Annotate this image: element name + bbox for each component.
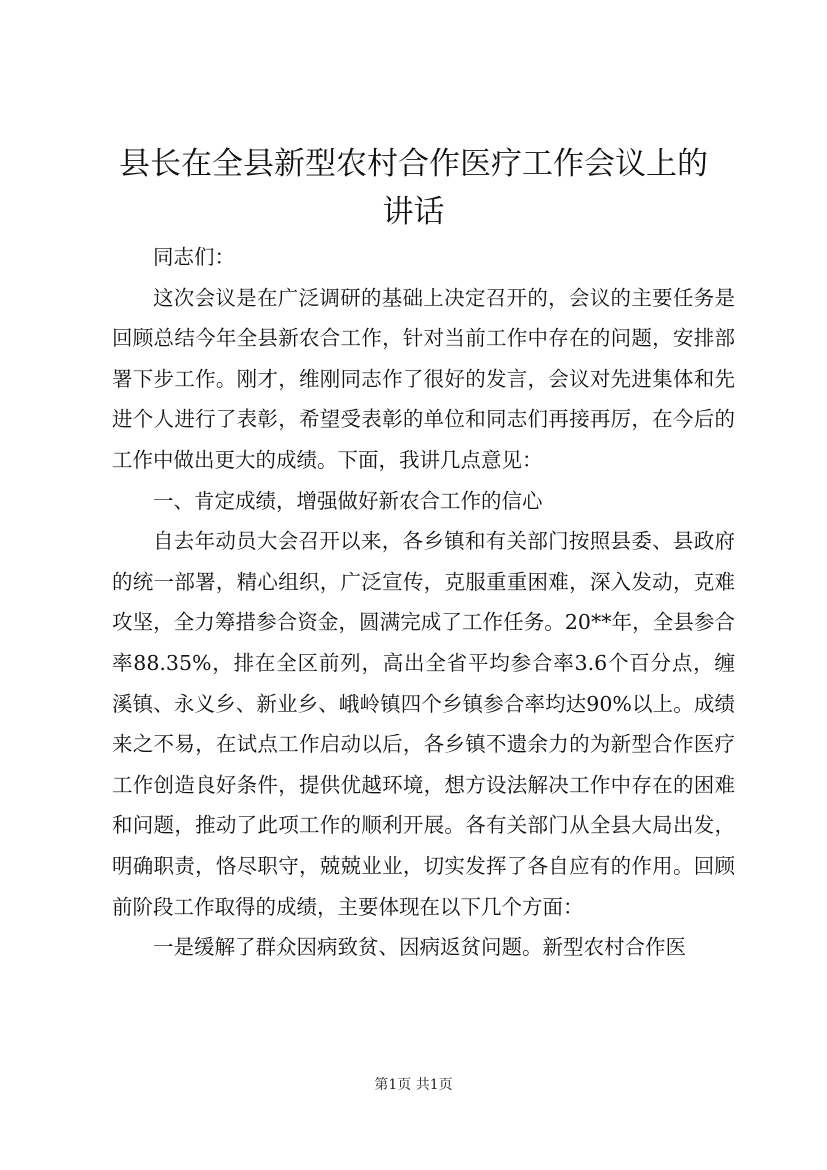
page-number-footer: 第1页 共1页: [374, 1077, 453, 1093]
document-body: [112, 237, 735, 968]
salutation-paragraph: 同志们：: [153, 245, 235, 269]
section-heading: 一、肯定成绩，增强做好新农合工作的信心: [153, 488, 543, 513]
point-one-paragraph: 一是缓解了群众因病致贫、因病返贫问题。新型农村合作医: [153, 935, 686, 960]
document-title: 县长在全县新型农村合作医疗工作会议上的讲话: [119, 146, 708, 230]
intro-paragraph: 这次会议是在广泛调研的基础上决定召开的，会议的主要任务是回顾总结今年全县新农合工作，针对当前工作中存在的问题，安排部署下步工作。刚才，维刚同志作了很好的发言，会议对先进集体和先进个人进行了表彰，希望受表彰的单位和同志们再接再厉，在今后的工作中做出更大的成绩。下面，我讲几点意见：: [112, 285, 735, 472]
achievements-paragraph: 自去年动员大会召开以来，各乡镇和有关部门按照县委、县政府的统一部署，精心组织，广泛宣传，克服重重困难，深入发动，克难攻坚，全力筹措参合资金，圆满完成了工作任务。20**年，全县参合率88.35%，排在全区前列，高出全省平均参合率3.6个百分点，缠溪镇、永义乡、新业乡、峨岭镇四个乡镇参合率均达90%以上。成绩来之不易，在试点工作启动以后，各乡镇不遗余力的为新型合作医疗工作创造良好条件，提供优越环境，想方设法解决工作中存在的困难和问题，推动了此项工作的顺利开展。各有关部门从全县大局出发，明确职责，恪尽职守，兢兢业业，切实发挥了各自应有的作用。回顾前阶段工作取得的成绩，主要体现在以下几个方面：: [112, 529, 735, 919]
